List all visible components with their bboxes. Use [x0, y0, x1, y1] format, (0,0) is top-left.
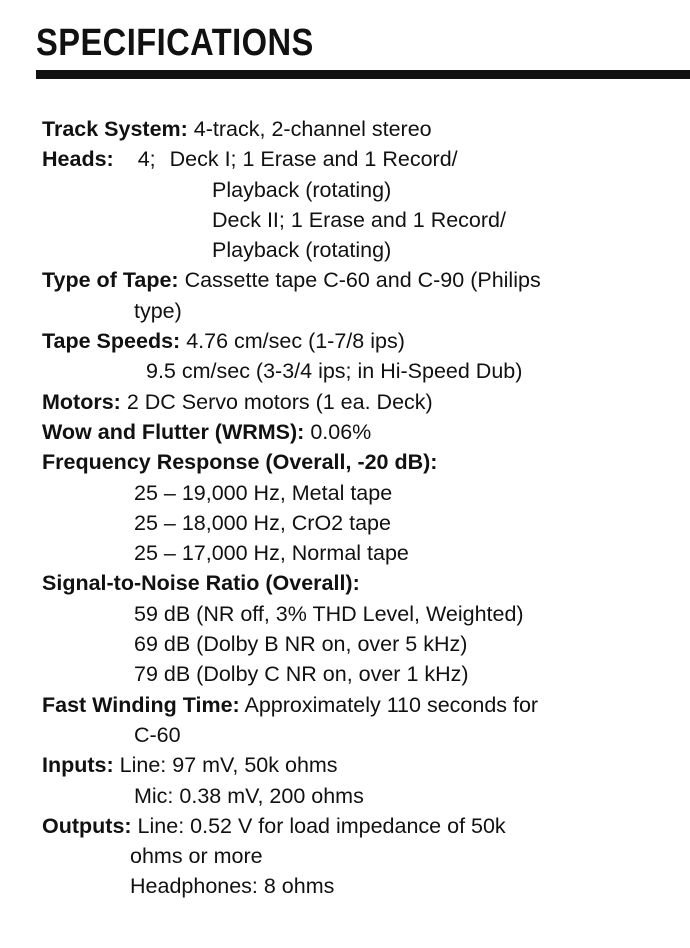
spec-label: Tape Speeds:: [42, 329, 181, 354]
spec-label: Signal-to-Noise Ratio (Overall):: [42, 571, 360, 596]
spec-heads-cont: [42, 205, 682, 235]
spec-value: 25 – 18,000 Hz, CrO2 tape: [134, 510, 391, 535]
spec-snr-value: [42, 629, 682, 659]
page-title: SPECIFICATIONS: [36, 22, 314, 64]
spec-value: 9.5 cm/sec (3-3/4 ips; in Hi-Speed Dub): [146, 359, 523, 384]
spec-outputs-cont: [42, 871, 682, 901]
spec-value: ohms or more: [130, 844, 263, 869]
spec-value: Deck I; 1 Erase and 1 Record/: [169, 147, 458, 172]
spec-value: 0.06%: [310, 419, 372, 444]
spec-label: Heads:: [42, 147, 114, 172]
spec-label: Track System:: [42, 117, 188, 141]
spec-fast-winding: [42, 690, 682, 720]
spec-list: [42, 114, 682, 902]
spec-value: Playback (rotating): [212, 238, 392, 263]
spec-value: Headphones: 8 ohms: [130, 874, 335, 899]
spec-snr-value: [42, 599, 682, 629]
spec-type-of-tape: [42, 265, 682, 295]
spec-inputs-cont: [42, 781, 682, 811]
spec-label: Inputs:: [42, 753, 114, 778]
spec-value: Line: 0.52 V for load impedance of 50k: [137, 813, 506, 838]
spec-value: 59 dB (NR off, 3% THD Level, Weighted): [134, 601, 524, 626]
spec-track-system: [42, 114, 682, 144]
spec-value: Playback (rotating): [212, 177, 392, 202]
spec-value: 69 dB (Dolby B NR on, over 5 kHz): [134, 632, 468, 657]
spec-heads: [42, 144, 682, 174]
spec-value: Line: 97 mV, 50k ohms: [119, 753, 338, 778]
spec-tape-speeds: [42, 326, 682, 356]
spec-label: Type of Tape:: [42, 268, 179, 293]
spec-label: Fast Winding Time:: [42, 692, 240, 717]
spec-type-of-tape-cont: [42, 296, 682, 326]
spec-motors: [42, 387, 682, 417]
spec-heads-cont: [42, 235, 682, 265]
spec-label: Outputs:: [42, 813, 132, 838]
spec-frequency-response-value: [42, 508, 682, 538]
spec-label: Motors:: [42, 389, 121, 414]
spec-frequency-response-value: [42, 478, 682, 508]
spec-frequency-response: [42, 447, 682, 477]
spec-outputs: [42, 811, 682, 841]
spec-value: 25 – 17,000 Hz, Normal tape: [134, 541, 409, 566]
spec-value: C-60: [134, 722, 181, 747]
spec-value: 25 – 19,000 Hz, Metal tape: [134, 480, 393, 505]
spec-label: Wow and Flutter (WRMS):: [42, 419, 305, 444]
spec-snr-value: [42, 659, 682, 689]
spec-fast-winding-cont: [42, 720, 682, 750]
spec-value: Cassette tape C-60 and C-90 (Philips: [184, 268, 541, 293]
spec-value: type): [134, 298, 182, 323]
spec-value: 79 dB (Dolby C NR on, over 1 kHz): [134, 662, 469, 687]
spec-heads-cont: [42, 175, 682, 205]
spec-inputs: [42, 750, 682, 780]
title-rule: [36, 70, 690, 79]
spec-value: Deck II; 1 Erase and 1 Record/: [212, 207, 506, 232]
spec-value: 4-track, 2-channel stereo: [193, 117, 432, 141]
spec-tape-speeds-cont: [42, 356, 682, 386]
spec-snr: [42, 568, 682, 598]
spec-value: 2 DC Servo motors (1 ea. Deck): [126, 389, 433, 414]
spec-value: 4.76 cm/sec (1-7/8 ips): [186, 329, 405, 354]
spec-value: 4;: [137, 147, 156, 172]
spec-outputs-cont: [42, 841, 682, 871]
spec-frequency-response-value: [42, 538, 682, 568]
spec-value: Approximately 110 seconds for: [244, 692, 539, 717]
spec-value: Mic: 0.38 mV, 200 ohms: [134, 783, 364, 808]
spec-label: Frequency Response (Overall, -20 dB):: [42, 450, 438, 475]
spec-wow-flutter: [42, 417, 682, 447]
